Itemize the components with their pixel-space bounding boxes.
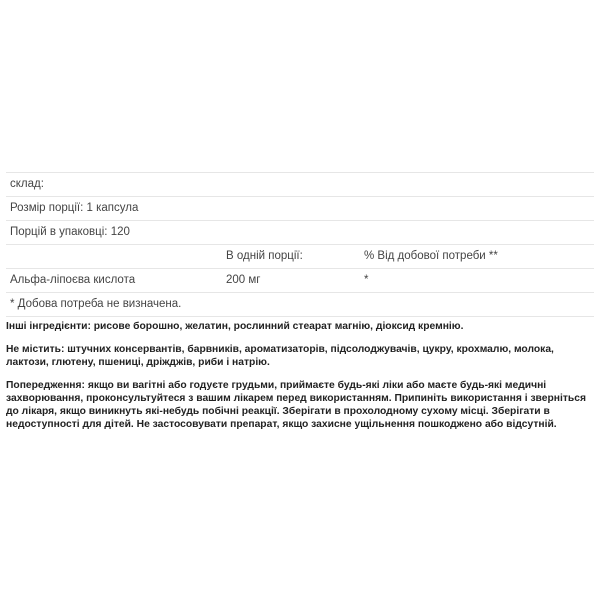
servings-per-container: Порцій в упаковці: 120 xyxy=(10,226,130,238)
ingredient-dv: * xyxy=(364,274,369,286)
does-not-contain: Не містить: штучних консервантів, барвників, ароматизаторів, підсолоджувачів, цукру, крохмалю, молока, лактози, глютену, пшениці, дріжджів, риби і натрію. xyxy=(6,344,554,368)
footnote: * Добова потреба не визначена. xyxy=(10,298,182,310)
supplement-facts-table xyxy=(6,172,594,317)
table-row xyxy=(6,292,594,317)
table-row xyxy=(6,172,594,196)
ingredient-name: Альфа-ліпоєва кислота xyxy=(10,274,136,286)
table-heading: склад: xyxy=(10,178,44,190)
serving-size: Розмір порції: 1 капсула xyxy=(10,202,139,214)
other-ingredients: Інші інгредієнти: рисове борошно, желатин, рослинний стеарат магнію, діоксид кремнію. xyxy=(6,321,464,332)
table-row xyxy=(6,220,594,244)
column-header-per-serving: В одній порції: xyxy=(226,250,303,262)
table-header-row xyxy=(6,244,594,268)
warning: Попередження: якщо ви вагітні або годуєте грудьми, приймаєте будь-які ліки або маєте будь-які медичні захворювання, проконсультуйтеся з вашим лікарем перед використанням. Припиніть використання і зверніться до лікаря, якщо виникнуть які-небудь побічні реакції. Зберігати в прохолодному сухому місці. Зберігати в недоступності для дітей. Не застосовувати препарат, якщо захисне ущільнення пошкоджено або відсутній. xyxy=(6,380,586,430)
table-row xyxy=(6,268,594,292)
description xyxy=(6,320,596,441)
column-header-daily-value: % Від добової потреби ** xyxy=(364,250,498,262)
ingredient-amount: 200 мг xyxy=(226,274,261,286)
table-row xyxy=(6,196,594,220)
